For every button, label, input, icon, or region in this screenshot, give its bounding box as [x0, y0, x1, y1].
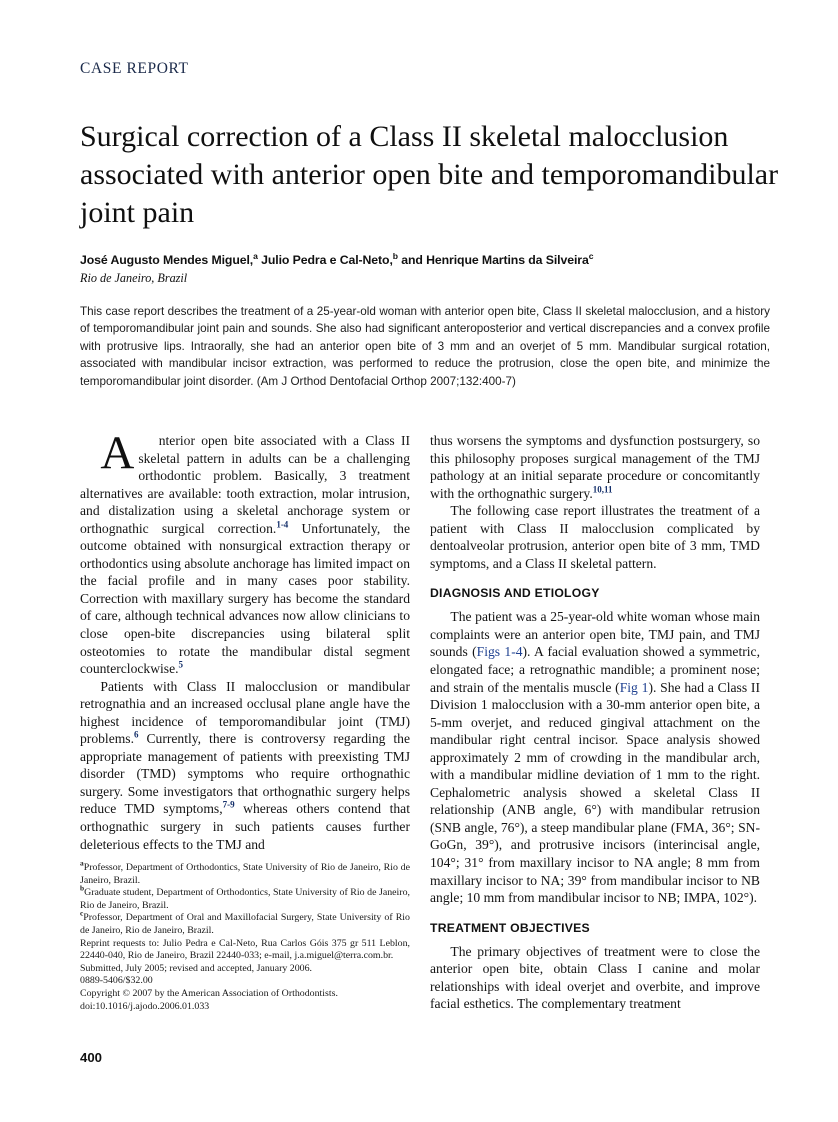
- drop-cap: A: [100, 427, 135, 479]
- author-affil-marker-a: a: [253, 250, 258, 261]
- author-list: [80, 250, 780, 267]
- footnote-c: [80, 909, 410, 937]
- author-name-2: Julio Pedra e Cal-Neto,: [257, 253, 393, 267]
- paragraph-tmj-text-b: Currently, there is controversy regarding the appropriate management of patients with preexisting TMJ disorder (TMD) symptoms who require orthognathic surgery. Some investigators that orthognathic surgery helps reduce TMD symptoms,: [80, 731, 410, 817]
- abstract-text: This case report describes the treatment of a 25-year-old woman with anterior open bite, Class II skeletal malocclusion, and a history of temporomandibular joint pain and sounds. She also had significant anteroposterior and vertical discrepancies and a convex profile with protrusive lips. Intraorally, she had an anterior open bite of 3 mm and an overjet of 5 mm. Mandibular surgical rotation, associated with mandibular incisor extraction, was performed to reduce the protrusion, close the open bite, and minimize the temporomandibular joint disorder. (Am J Orthod Dentofacial Orthop 2007;132:400-7): [80, 305, 770, 388]
- citation-ref-1-4[interactable]: 1-4: [276, 519, 289, 530]
- paragraph-intro: [80, 427, 410, 678]
- paragraph-tmj: [80, 678, 410, 853]
- paragraph-tmj-text-a: Patients with Class II malocclusion or mandibular retrognathia and an increased occlusal plane angle have the highest incidence of temporomandibular joint (TMJ) problems.: [80, 678, 410, 747]
- author-name-3: and Henrique Martins da Silveira: [397, 253, 589, 267]
- paragraph-case-intro: The following case report illustrates the treatment of a patient with Class II malocclusion complicated by dentoalveolar protrusion, anterior open bite of 3 mm, TMD symptoms, and a Class II skeletal pattern.: [430, 503, 760, 571]
- heading-treatment-objectives: TREATMENT OBJECTIVES: [430, 920, 590, 935]
- footnote-issn: 0889-5406/$32.00: [80, 975, 153, 987]
- footnote-a-text: Professor, Department of Orthodontics, State University of Rio de Janeiro, Rio de Janeiro, Brazil.: [80, 862, 410, 886]
- paragraph-intro-text-a: nterior open bite associated with a Class II skeletal pattern in adults can be a challenging orthodontic problem. Basically, 3 treatment alternatives are available: tooth extraction, molar intrusion, and distalization using a skeletal anchorage system or orthognathic surgical correction.: [80, 433, 410, 536]
- paragraph-objectives: The primary objectives of treatment were to close the anterior open bite, obtain Class I canine and molar relationships with ideal overjet and overbite, and improve facial esthetics. The complementary treatment: [430, 943, 760, 1012]
- paragraph-tmj-text-c: whereas others contend that orthognathic surgery in such patients causes further deleterious effects to the TMJ and: [80, 801, 410, 852]
- footnote-marker-c: c: [80, 909, 84, 919]
- footnote-marker-b: b: [80, 883, 85, 893]
- paragraph-continued: [430, 432, 760, 502]
- affiliation-city: Rio de Janeiro, Brazil: [80, 271, 188, 285]
- footnote-doi: doi:10.1016/j.ajodo.2006.01.033: [80, 1000, 210, 1012]
- footnote-reprint-requests: Reprint requests to: Julio Pedra e Cal-Neto, Rua Carlos Góis 375 gr 511 Leblon, 22440-040, Rio de Janeiro, Brazil 22440-033; e-mail, j.a.miguel@terra.com.br.: [80, 937, 410, 962]
- paragraph-diagnosis-text-b: ). A facial evaluation showed a symmetric, elongated face; a retrognathic mandible; a prominent nose; and strain of the mentalis muscle (: [430, 644, 760, 695]
- paragraph-diagnosis: [430, 608, 760, 906]
- author-affil-marker-b: b: [392, 250, 398, 261]
- heading-diagnosis-and-etiology: DIAGNOSIS AND ETIOLOGY: [430, 586, 600, 601]
- footnote-submitted: Submitted, July 2005; revised and accepted, January 2006.: [80, 962, 313, 974]
- page-title: Surgical correction of a Class II skeletal malocclusion associated with anterior open bite and temporomandibular joint pain: [80, 120, 779, 229]
- author-name-1: José Augusto Mendes Miguel,: [80, 253, 254, 267]
- citation-ref-10-11[interactable]: 10,11: [592, 484, 613, 495]
- footnote-c-text: Professor, Department of Oral and Maxillofacial Surgery, State University of Rio de Janeiro, Rio de Janeiro, Brazil.: [80, 912, 410, 936]
- page-folio-number: 400: [80, 1050, 103, 1065]
- footnote-marker-a: a: [80, 858, 84, 868]
- paragraph-continued-text: thus worsens the symptoms and dysfunction postsurgery, so this philosophy proposes surgical management of the TMJ pathology at an initial separate procedure or concomitantly with the orthognathic surgery.: [430, 433, 760, 501]
- body-column-left: [80, 427, 410, 853]
- section-kicker: CASE REPORT: [80, 60, 189, 77]
- paragraph-diagnosis-text-c: ). She had a Class II Division 1 malocclusion with a 30-mm anterior open bite, a 5-mm overjet, and reduced gingival attachment on the mandibular right central incisor. Space analysis showed approximately 2 mm of crowding in the mandibular arch, with a mandibular midline deviation of 1 mm to the right. Cephalometric analysis showed a skeletal Class II relationship (ANB angle, 6°) with mandibular retrusion (SNB angle, 76°), a steep mandibular plane (FMA, 36°; SN-GoGn, 39°), and protrusive incisors (interincisal angle, 104°; 31° from maxillary incisor to NA angle; 8 mm from maxillary incisor to NA; 39° from mandibular incisor to NB angle; 10 mm from mandibular incisor to NB; IMPA, 102°).: [430, 679, 760, 906]
- body-column-right: [430, 432, 760, 1013]
- footnote-a: [80, 858, 410, 887]
- footnote-b-text: Graduate student, Department of Orthodontics, State University of Rio de Janeiro, Rio de Janeiro, Brazil.: [80, 887, 410, 911]
- citation-ref-6[interactable]: 6: [134, 729, 139, 740]
- citation-ref-7-9[interactable]: 7-9: [222, 799, 235, 810]
- footnote-copyright: Copyright © 2007 by the American Association of Orthodontists.: [80, 987, 338, 999]
- paragraph-intro-text-b: Unfortunately, the outcome obtained with nonsurgical extraction therapy or orthodontics using absolute anchorage has limited impact on the facial profile and in many cases poor stability. Correction with maxillary surgery has become the standard of care, although technical advances now allow clinicians to close open-bite discrepancies using bilateral split osteotomies to rotate the mandibular distal segment counterclockwise.: [80, 520, 410, 677]
- footnotes-block: [80, 858, 410, 1013]
- citation-ref-5[interactable]: 5: [178, 659, 184, 670]
- figure-link-figs-1-4[interactable]: Figs 1-4: [476, 644, 523, 660]
- paragraph-diagnosis-text-a: The patient was a 25-year-old white woman whose main complaints were an anterior open bite, TMJ pain, and TMJ sounds (: [430, 609, 760, 660]
- author-affil-marker-c: c: [588, 250, 594, 261]
- footnote-b: [80, 883, 410, 912]
- figure-link-fig-1[interactable]: Fig 1: [619, 679, 649, 695]
